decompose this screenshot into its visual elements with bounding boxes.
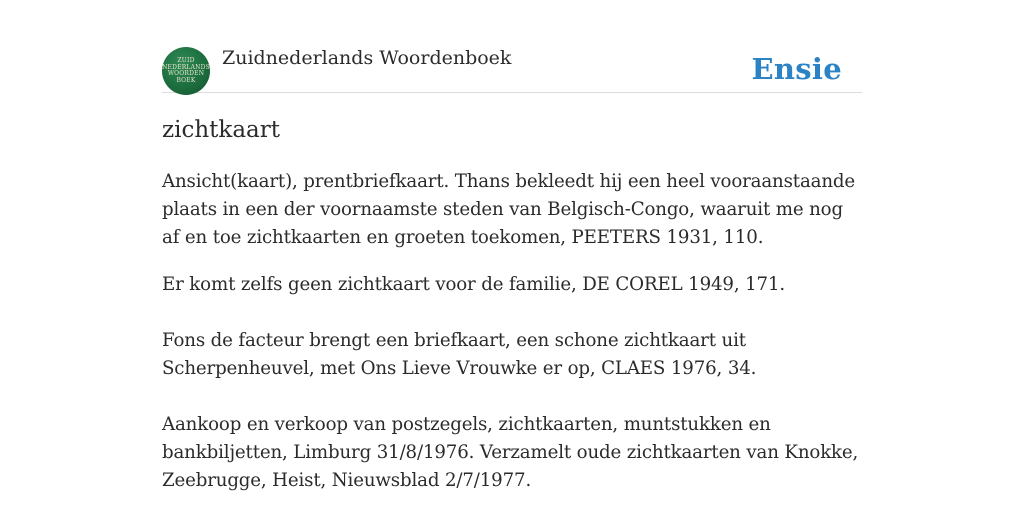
quote-text: Er komt zelfs geen zichtkaart voor de familie, DE COREL 1949, 171. (162, 274, 786, 295)
definition-text: Ansicht(kaart), prentbriefkaart. Thans bekleedt hij een heel vooraanstaande plaats in een der voornaamste steden van Belgisch-Congo, waaruit me nog af en toe zichtkaarten en groeten toekomen, PEETERS 1931, 110. (162, 171, 856, 248)
quote-text: Aankoop en verkoop van postzegels, zichtkaarten, muntstukken en bankbiljetten, Limburg 31/8/1976. Verzamelt oude zichtkaarten van Knokke, Zeebrugge, Heist, Nieuwsblad 2/7/1977. (162, 414, 859, 491)
quote-text: Fons de facteur brengt een briefkaart, een schone zichtkaart uit Scherpenheuvel, met Ons Lieve Vrouwke er op, CLAES 1976, 34. (162, 330, 757, 379)
dictionary-logo[interactable] (162, 47, 210, 95)
logo-line: NEDERLANDS (162, 63, 210, 71)
site-title-link[interactable]: Zuidnederlands Woordenboek (222, 47, 512, 69)
logo-line: WOORDEN (167, 70, 205, 77)
logo-line: BOEK (176, 76, 196, 84)
header (162, 44, 862, 93)
ensie-brand-link[interactable]: Ensie (751, 52, 842, 86)
page-title: zichtkaart (162, 117, 281, 143)
logo-line: ZUID (177, 57, 195, 64)
entry-body (162, 168, 862, 512)
